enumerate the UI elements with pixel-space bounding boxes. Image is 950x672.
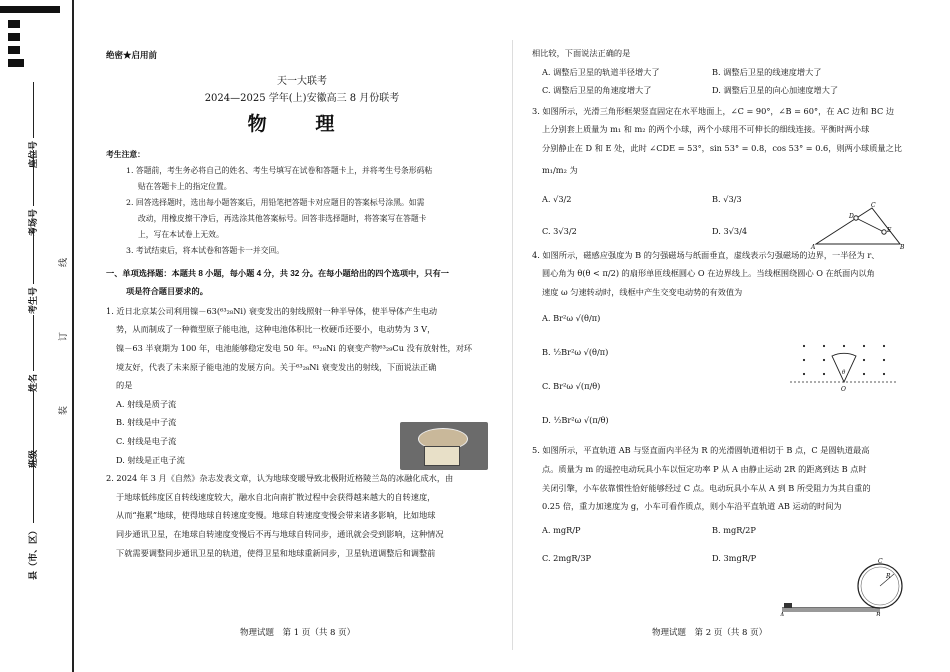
q4-field-figure [788, 338, 898, 394]
notes [106, 147, 498, 259]
battery-photo [400, 422, 488, 470]
q5-line: 点。质量为 m 的遥控电动玩具小车以恒定功率 P 从 A 由静止运动 2R 的距离到达 B 点时 [542, 463, 867, 474]
q3-option-b: B. √3/3 [712, 193, 742, 204]
toy-car [784, 603, 792, 608]
notes-line: 贴在答题卡上的指定位置。 [138, 181, 232, 191]
q1-line: 境友好，代表了未来原子能电池的发展方向。关于⁶³₂₈Ni 衰变发出的射线，下面说法正确 [116, 361, 437, 372]
label-a: A [811, 244, 816, 250]
q2-option-a: A. 调整后卫星的轨道半径增大了 [542, 66, 660, 77]
q3-triangle-figure [808, 200, 908, 250]
label-d: D [849, 213, 854, 220]
binding-line [72, 0, 74, 672]
label-e: E [887, 227, 892, 234]
page-2 [532, 46, 912, 572]
page-1 [106, 46, 498, 562]
q4-line: 圆心角为 θ(θ < π/2) 的扇形单匝线框圆心 O 在边界线上。当线框围绕圆心 O 在纸面内以角 [542, 268, 875, 279]
ball-e [882, 230, 886, 234]
exam-title: 2024—2025 学年(上)安徽高三 8 月份联考 [204, 92, 400, 104]
binding-strip [0, 0, 72, 672]
binding-mark-xian: 线 [58, 257, 69, 268]
question-2 [106, 469, 498, 562]
binding-mark-ding: 订 [58, 331, 69, 342]
binding-mark [8, 59, 24, 67]
q5-line: 关闭引擎，小车依靠惯性恰好能够经过 C 点。电动玩具小车从 A 到 B 所受阻力为其自重的 [542, 482, 871, 493]
notes-line: 改动，用橡皮擦干净后，再选涂其他答案标号。回答非选择题时，将答案写在答题卡 [138, 213, 427, 223]
q4-line: 4. 如图所示，磁感应强度为 B 的匀强磁场与纸面垂直，虚线表示匀强磁场的边界，一半径为 r、 [532, 249, 880, 260]
binding-mark-zhuang: 装 [58, 405, 69, 416]
q5-line: 5. 如图所示，平直轨道 AB 与竖直面内半径为 R 的光滑圆轨道相切于 B 点，C 是圆轨道最高 [532, 445, 870, 456]
label-o: O [841, 386, 846, 393]
q2-line: 下就需要调整同步通讯卫星的轨道，使得卫星和地球重新同步，卫星轨道调整后和调整前 [116, 547, 436, 558]
q5-option-b: B. mgR/2P [712, 524, 756, 535]
binding-bar [0, 6, 60, 13]
q2-option-c: C. 调整后卫星的角速度增大了 [542, 85, 652, 96]
notes-line: 2. 回答选择题时，选出每小题答案后，用铅笔把答题卡对应题目的答案标号涂黑。如需 [126, 197, 425, 207]
label-c: C [871, 202, 876, 209]
q5-track-figure [778, 556, 908, 616]
q3-line: 上分别套上质量为 m₁ 和 m₂ 的两个小球，两个小球用不可伸长的细线连接。平衡时两小球 [542, 124, 870, 135]
q4-option-c: C. Br²ω √(π/θ) [542, 381, 601, 392]
q1-option-c: C. 射线是电子流 [116, 435, 177, 446]
notes-line: 3. 考试结束后，将本试卷和答题卡一并交回。 [126, 245, 285, 255]
section-heading: 一、单项选择题：本题共 8 小题，每小题 4 分，共 32 分。在每小题给出的四个选项中，只有一 [106, 268, 449, 278]
binding-field-room: 考场号 [26, 150, 39, 236]
q1-option-b: B. 射线是中子流 [116, 417, 177, 428]
q2-cont: 相比较，下面说法正确的是 [532, 48, 631, 58]
label-a: A [780, 612, 785, 616]
q2-line: 于地球低纬度区自转线速度较大，融水自北向南扩散过程中会获得越来越大的自转速度， [116, 491, 436, 502]
ball-d [854, 216, 858, 220]
binding-field-examno: 考生号 [26, 228, 39, 314]
footer-page-2: 物理试题 第 2 页（共 8 页） [652, 628, 768, 638]
q3-option-a: A. √3/2 [542, 193, 572, 204]
q3-ratio: m₁/m₂ 为 [542, 164, 578, 175]
q1-line: 镍－63 半衰期为 100 年，电池能够稳定发电 50 年。⁶³₂₈Ni 的衰变产物⁶³₂₉Cu 没有放射性，对环 [116, 342, 473, 353]
q4-option-a: A. Br²ω √(θ/π) [542, 313, 601, 324]
q2-option-d: D. 调整后卫星的向心加速度增大了 [712, 85, 839, 96]
binding-field-seat: 座位号 [26, 82, 39, 168]
notes-line: 上，写在本试卷上无效。 [138, 229, 224, 239]
q2-option-b: B. 调整后卫星的线速度增大了 [712, 66, 822, 77]
binding-mark [8, 33, 20, 41]
q1-option-d: D. 射线是正电子流 [116, 454, 185, 465]
q1-line: 1. 近日北京某公司利用镍－63(⁶³₂₈Ni) 衰变发出的射线照射一种半导体，使半导体产生电动 [106, 305, 438, 316]
q4-option-b: B. ½Br²ω √(θ/π) [542, 347, 609, 358]
q4-option-d: D. ½Br²ω √(π/θ) [542, 415, 609, 426]
binding-field-class: 班级 [26, 391, 39, 468]
q2-line: 同步通讯卫星，在地球自转速度变慢后不再与地球自转同步，通讯就会受到影响，这种情况 [116, 528, 444, 539]
string-line [856, 218, 884, 232]
q3-line: 3. 如图所示，光滑三角形框架竖直固定在水平地面上，∠C = 90°，∠B = 60°，在 AC 边和 BC 边 [532, 105, 895, 116]
binding-field-county: 县（市、区） [26, 443, 39, 580]
label-c: C [878, 558, 883, 565]
section-heading-cont: 项是符合题目要求的。 [126, 287, 208, 297]
q2-line: 从而“拖累”地球，使得地球自转速度变慢。地球自转速度变慢会带来诸多影响，比如地球 [116, 510, 436, 521]
label-b: B [876, 612, 881, 616]
binding-mark [8, 46, 20, 54]
q5-option-a: A. mgR/P [542, 524, 581, 535]
footer-page-1: 物理试题 第 1 页（共 8 页） [240, 628, 356, 638]
binding-field-name: 姓名 [26, 315, 39, 392]
question-5 [532, 441, 912, 571]
column-divider [512, 40, 513, 650]
q1-option-a: A. 射线是质子流 [116, 398, 177, 409]
q2-line: 2. 2024 年 3 月《自然》杂志发表文章，认为地球变暖导致北极附近格陵兰岛的冰融化成水，由 [106, 473, 454, 484]
label-r: R [886, 573, 891, 580]
q3-option-d: D. 3√3/4 [712, 225, 748, 236]
q5-option-d: D. 3mgR/P [712, 552, 757, 563]
q5-line: 0.25 倍，重力加速度为 g，小车可看作质点，则小车沿平直轨道 AB 运动的时间为 [542, 501, 842, 512]
notes-line: 1. 答题前，考生务必将自己的姓名、考生号填写在试卷和答题卡上，并将考生号条形码粘 [126, 165, 433, 175]
q1-line: 的是 [116, 380, 133, 391]
q3-line: 分别静止在 D 和 E 处，此时 ∠CDE = 53°，sin 53° = 0.8，cos 53° = 0.6，则两小球质量之比 [542, 142, 902, 153]
subject-title: 物 理 [247, 113, 357, 135]
binding-mark [8, 20, 20, 28]
q1-line: 势，从而制成了一种微型原子能电池，这种电池体积比一枚硬币还要小，电动势为 3 V， [116, 324, 436, 335]
notes-title: 考生注意： [106, 149, 145, 159]
q3-option-c: C. 3√3/2 [542, 225, 577, 236]
sector-frame [832, 353, 856, 382]
q4-line: 速度 ω 匀速转动时，线框中产生交变电动势的有效值为 [542, 286, 743, 297]
q5-option-c: C. 2mgR/3P [542, 552, 592, 563]
triangle-frame [816, 208, 900, 244]
org-title: 天一大联考 [277, 75, 327, 87]
label-b: B [900, 244, 905, 250]
track-ground [782, 608, 880, 612]
label-theta: θ [842, 370, 846, 376]
secret-label: 绝密★启用前 [106, 50, 158, 60]
